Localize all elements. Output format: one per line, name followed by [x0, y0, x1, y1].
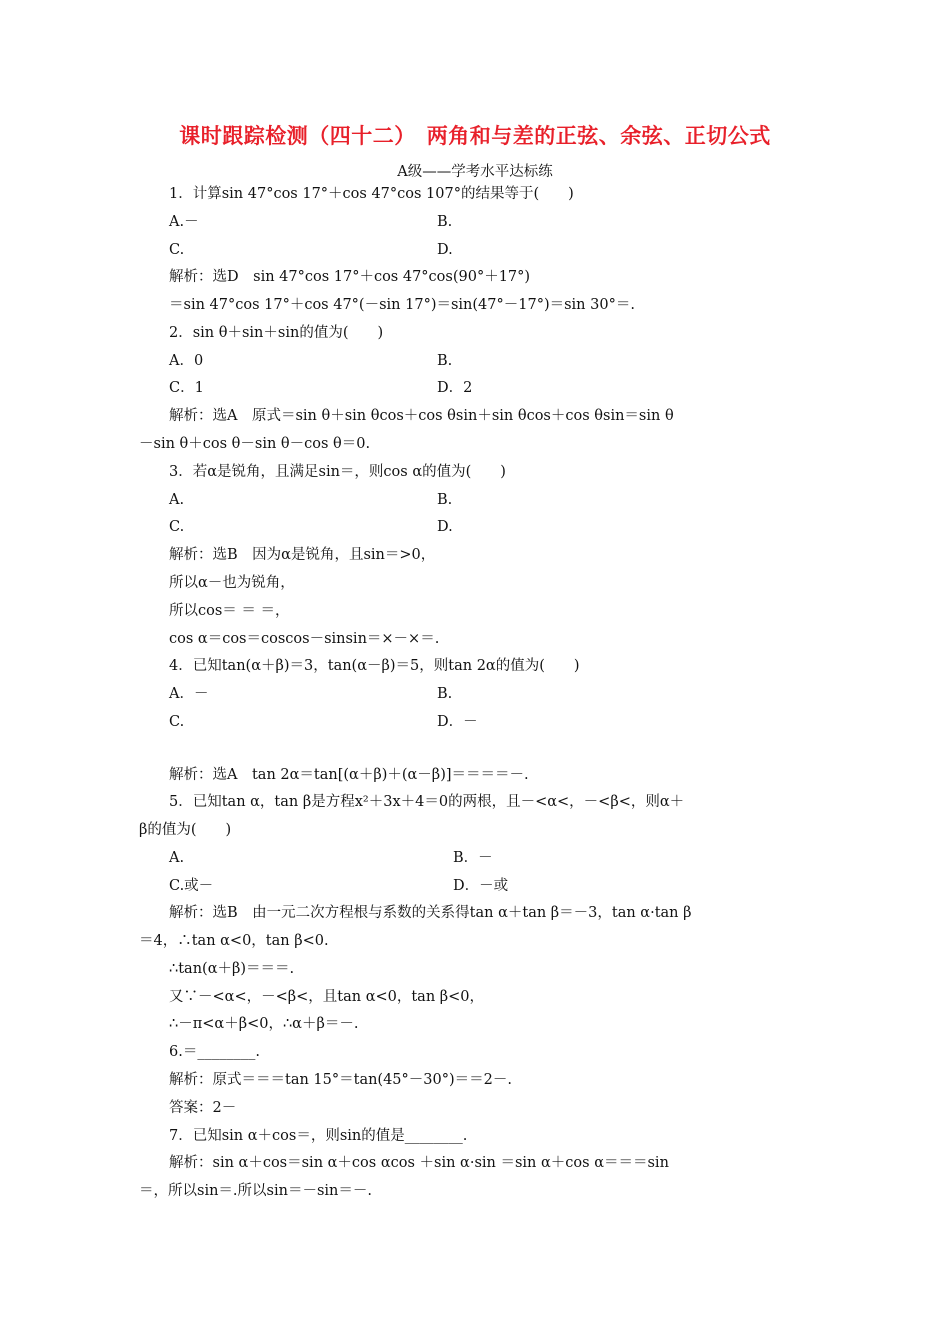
- q3-option-c: C.: [169, 519, 185, 535]
- q3-stem: 3．若α是锐角，且满足sin＝，则cos α的值为( ): [169, 464, 506, 480]
- q1-option-a: A.－: [169, 214, 199, 230]
- q3-option-d: D.: [437, 519, 453, 535]
- q4-option-a: A．－: [169, 686, 209, 702]
- q6-answer: 答案：2－: [169, 1100, 237, 1116]
- q3-option-a: A.: [169, 492, 185, 508]
- q1-stem: 1．计算sin 47°cos 17°＋cos 47°cos 107°的结果等于( ): [169, 186, 574, 202]
- page-title: 课时跟踪检测（四十二） 两角和与差的正弦、余弦、正切公式: [179, 124, 771, 148]
- q3-solution-2: 所以α－也为锐角，: [169, 575, 295, 591]
- q2-solution-2: －sin θ＋cos θ－sin θ－cos θ＝0.: [139, 436, 371, 452]
- q7-stem: 7．已知sin α＋cos＝，则sin的值是________.: [169, 1128, 468, 1144]
- q5-solution-4: 又∵－<α<，－<β<，且tan α<0，tan β<0，: [169, 989, 485, 1005]
- q5-stem-1: 5．已知tan α，tan β是方程x²＋3x＋4＝0的两根，且－<α<，－<β<，则α＋: [169, 794, 685, 810]
- q5-stem-2: β的值为( ): [139, 822, 232, 838]
- q5-solution-2: ＝4，∴tan α<0，tan β<0.: [139, 933, 329, 949]
- section-subtitle: A级——学考水平达标练: [397, 164, 553, 180]
- q4-stem: 4．已知tan(α＋β)＝3，tan(α－β)＝5，则tan 2α的值为( ): [169, 658, 580, 674]
- q2-option-d: D．2: [437, 380, 473, 396]
- q1-solution-2: ＝sin 47°cos 17°＋cos 47°(－sin 17°)＝sin(47°－17°)＝sin 30°＝.: [169, 297, 635, 313]
- q6-solution: 解析：原式＝＝＝tan 15°＝tan(45°－30°)＝＝2－.: [169, 1072, 512, 1088]
- q5-solution-3: ∴tan(α＋β)＝＝＝.: [169, 961, 295, 977]
- q2-option-b: B.: [437, 353, 453, 369]
- q3-option-b: B.: [437, 492, 453, 508]
- q2-option-a: A．0: [169, 353, 204, 369]
- q6-stem: 6.＝________.: [169, 1044, 260, 1060]
- q4-option-c: C.: [169, 714, 185, 730]
- q1-option-c: C.: [169, 242, 185, 258]
- q2-stem: 2．sin θ＋sin＋sin的值为( ): [169, 325, 384, 341]
- q1-option-d: D.: [437, 242, 453, 258]
- q7-solution-2: ＝，所以sin＝.所以sin＝－sin＝－.: [139, 1183, 372, 1199]
- q4-option-d: D．－: [437, 714, 478, 730]
- q5-option-c: C.或－: [169, 878, 214, 894]
- q5-option-a: A.: [169, 850, 185, 866]
- q3-solution-3: 所以cos＝ ＝ ＝，: [169, 603, 290, 619]
- q2-solution-1: 解析：选A 原式＝sin θ＋sin θcos＋cos θsin＋sin θcos＋cos θsin＝sin θ: [169, 408, 674, 424]
- q5-option-b: B．－: [453, 850, 493, 866]
- q7-solution-1: 解析：sin α＋cos＝sin α＋cos αcos ＋sin α·sin ＝sin α＋cos α＝＝＝sin: [169, 1155, 669, 1171]
- q3-solution-4: cos α＝cos＝coscos－sinsin＝×－×＝.: [169, 631, 440, 647]
- q1-option-b: B.: [437, 214, 453, 230]
- q5-option-d: D．－或: [453, 878, 509, 894]
- q5-solution-5: ∴－π<α＋β<0，∴α＋β＝－.: [169, 1016, 359, 1032]
- q4-solution: 解析：选A tan 2α＝tan[(α＋β)＋(α－β)]＝＝＝＝－.: [169, 767, 529, 783]
- q4-option-b: B.: [437, 686, 453, 702]
- q3-solution-1: 解析：选B 因为α是锐角，且sin＝>0，: [169, 547, 436, 563]
- q5-solution-1: 解析：选B 由一元二次方程根与系数的关系得tan α＋tan β＝－3，tan α·tan β: [169, 905, 692, 921]
- q1-solution-1: 解析：选D sin 47°cos 17°＋cos 47°cos(90°＋17°): [169, 269, 531, 285]
- q2-option-c: C．1: [169, 380, 204, 396]
